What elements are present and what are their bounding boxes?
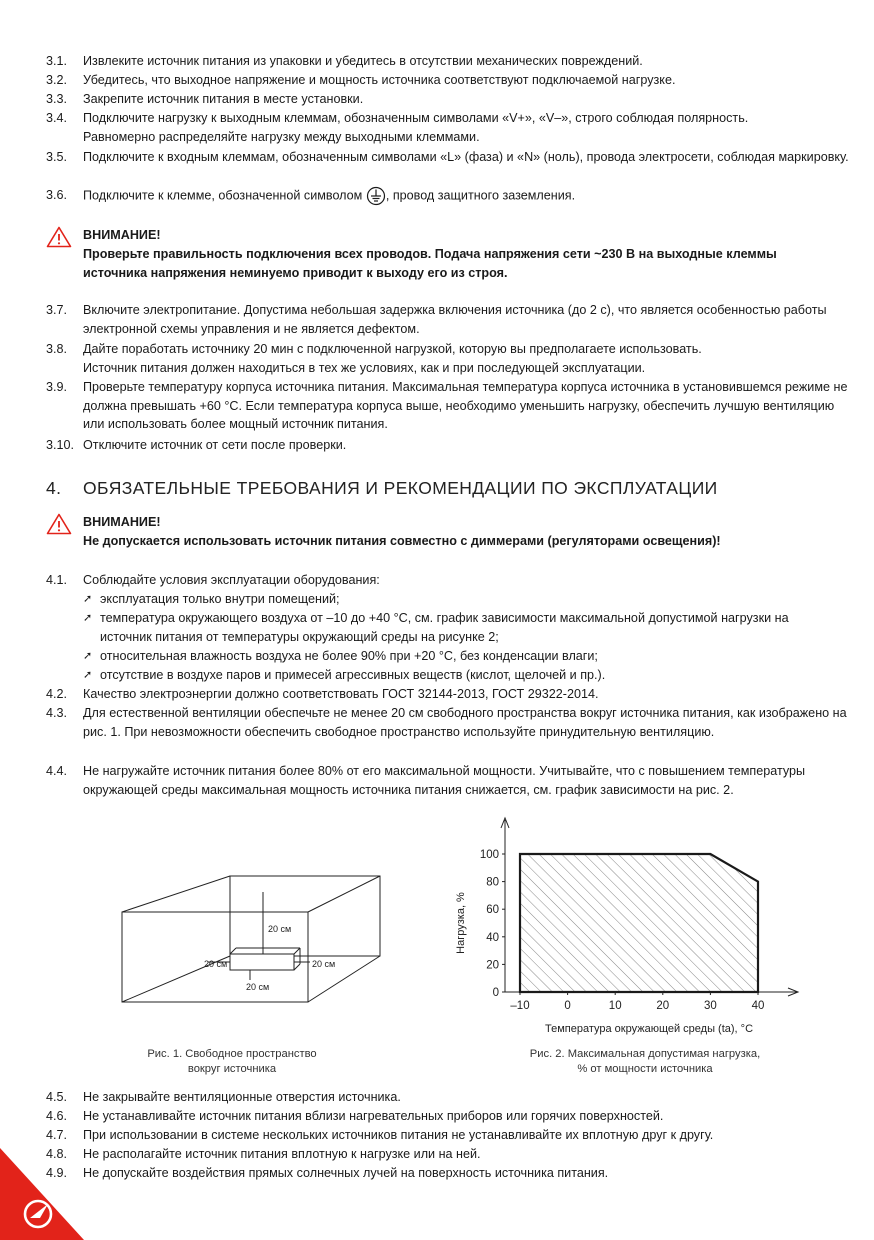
- warning-text: Проверьте правильность подключения всех проводов. Подача напряжения сети ~230 В на выходные клеммы источника напряжения неминуемо приводит к выходу его из строя.: [83, 247, 777, 280]
- x-tick-label: 40: [751, 1000, 765, 1012]
- arrow-bullet-icon: ➚: [83, 650, 93, 662]
- step-text: Соблюдайте условия эксплуатации оборудования:: [83, 573, 380, 587]
- chart-area-series: [520, 854, 758, 992]
- step-text: Не устанавливайте источник питания вблизи нагревательных приборов или горячих поверхностей.: [83, 1109, 664, 1123]
- step-text-after: , провод защитного заземления.: [385, 188, 576, 203]
- figure-1-caption: [112, 1047, 352, 1077]
- step-number: 3.9.: [46, 380, 68, 394]
- x-tick-label: 30: [704, 1000, 717, 1012]
- brand-corner: [0, 1148, 84, 1240]
- x-tick-label: 0: [564, 1000, 571, 1012]
- step-number: 4.7.: [46, 1128, 68, 1142]
- step-text: Проверьте температуру корпуса источника питания. Максимальная температура корпуса источника в установившемся режиме не должна превышать +60 °С. Если температура корпуса выше, необходимо уменьшить нагрузку, обеспечить лучшую вентиляцию или использовать более мощный источник питания.: [83, 380, 848, 431]
- arrow-bullet-icon: ➚: [83, 612, 93, 624]
- step-text: Включите электропитание. Допустима небольшая задержка включения источника (до 2 с), что является особенностью работы электронной схемы управления и не является дефектом.: [83, 303, 827, 336]
- warning-title: ВНИМАНИЕ!: [83, 515, 161, 529]
- warning-title: ВНИМАНИЕ!: [83, 228, 161, 242]
- caption-line: Рис. 1. Свободное пространство: [147, 1048, 317, 1060]
- step-text: При использовании в системе нескольких источников питания не устанавливайте их вплотную друг к другу.: [83, 1128, 714, 1142]
- dim-label-top: 20 см: [268, 924, 292, 934]
- y-tick-label: 80: [486, 876, 499, 889]
- step-number: 4.6.: [46, 1109, 68, 1123]
- bullet-text: относительная влажность воздуха не более 90% при +20 °С, без конденсации влаги;: [100, 649, 598, 663]
- step-text: Подключите нагрузку к выходным клеммам, обозначенным символами «V+», «V–», строго соблюдая полярность. Равномерно распределяйте нагрузку между выходными клеммами.: [83, 111, 749, 144]
- step-number: 3.6.: [46, 188, 68, 202]
- step-text: Подключите к входным клеммам, обозначенным символами «L» (фаза) и «N» (ноль), провода электросети, соблюдая маркировку.: [83, 150, 849, 164]
- load-derating-chart: [440, 812, 820, 1040]
- bullet-text: эксплуатация только внутри помещений;: [100, 592, 340, 606]
- step-text: Не располагайте источник питания вплотную к нагрузке или на ней.: [83, 1147, 481, 1161]
- step-number: 3.3.: [46, 92, 68, 106]
- arrow-bullet-icon: ➚: [83, 669, 93, 681]
- x-tick-label: –10: [510, 1000, 530, 1012]
- y-tick-label: 0: [492, 987, 499, 999]
- step-text: Для естественной вентиляции обеспечьте не менее 20 см свободного пространства вокруг источника питания, как изображено на рис. 1. При невозможности обеспечить свободное пространство используйте принудительную вентиляцию.: [83, 706, 847, 739]
- figure-1-diagram: [110, 870, 400, 1010]
- step-text: Закрепите источник питания в месте установки.: [83, 92, 364, 106]
- y-axis-label: Нагрузка, %: [455, 892, 467, 954]
- step-text-before: Подключите к клемме, обозначенной символом: [83, 188, 363, 203]
- x-tick-label: 10: [608, 1000, 622, 1012]
- step-text: Не нагружайте источник питания более 80% от его максимальной мощности. Учитывайте, что с повышением температуры окружающей среды максимальная мощность источника питания снижается, см. график зависимости на рис. 2.: [83, 764, 806, 797]
- bullet-text: отсутствие в воздухе паров и примесей агрессивных веществ (кислот, щелочей и пр.).: [100, 668, 606, 682]
- x-tick-label: 20: [656, 1000, 670, 1012]
- caption-line: Рис. 2. Максимальная допустимая нагрузка,: [529, 1048, 761, 1060]
- step-number: 3.5.: [46, 150, 68, 164]
- y-tick-label: 40: [486, 931, 499, 944]
- step-number: 3.1.: [46, 54, 68, 68]
- figure-2-caption: [505, 1047, 785, 1077]
- step-number: 3.7.: [46, 303, 68, 317]
- step-text: Отключите источник от сети после проверки.: [83, 438, 347, 452]
- step-number: 4.3.: [46, 706, 68, 720]
- step-text: Не закрывайте вентиляционные отверстия источника.: [83, 1090, 401, 1104]
- y-tick-label: 20: [486, 959, 499, 972]
- section-title: ОБЯЗАТЕЛЬНЫЕ ТРЕБОВАНИЯ И РЕКОМЕНДАЦИИ ПО ЭКСПЛУАТАЦИИ: [83, 478, 718, 498]
- step-text: Дайте поработать источнику 20 мин с подключенной нагрузкой, которую вы предполагаете использовать. Источник питания должен находиться в тех же условиях, как и при последующей эксплуатации.: [83, 342, 702, 375]
- y-tick-label: 60: [486, 904, 499, 917]
- ground-icon: [366, 186, 386, 206]
- step-text: Не допускайте воздействия прямых солнечных лучей на поверхность источника питания.: [83, 1166, 609, 1180]
- y-tick-labels: [480, 849, 505, 999]
- step-number: 4.5.: [46, 1090, 68, 1104]
- step-number: 4.1.: [46, 573, 68, 587]
- step-number: 3.8.: [46, 342, 68, 356]
- bullet-text: температура окружающего воздуха от –10 до +40 °С, см. график зависимости максимальной допустимой нагрузки на источник питания от температуры окружающий среды на рисунке 2;: [100, 611, 789, 644]
- caption-line: вокруг источника: [187, 1063, 277, 1075]
- x-tick-labels: [510, 992, 764, 1012]
- step-text: [83, 186, 853, 206]
- step-text: Извлеките источник питания из упаковки и убедитесь в отсутствии механических повреждений.: [83, 54, 643, 68]
- section-number: 4.: [46, 478, 62, 498]
- step-text: Убедитесь, что выходное напряжение и мощность источника соответствуют подключаемой нагрузке.: [83, 73, 676, 87]
- dim-label-left: 20 см: [204, 959, 228, 969]
- step-number: 4.2.: [46, 687, 68, 701]
- y-tick-label: 100: [479, 849, 499, 861]
- step-text: Качество электроэнергии должно соответствовать ГОСТ 32144-2013, ГОСТ 29322-2014.: [83, 687, 599, 701]
- step-number: 3.2.: [46, 73, 68, 87]
- x-axis-label: Температура окружающей среды (ta), °С: [544, 1023, 754, 1035]
- arrow-bullet-icon: ➚: [83, 593, 93, 605]
- step-number: 4.4.: [46, 764, 68, 778]
- dim-label-front: 20 см: [246, 982, 270, 992]
- warning-triangle-icon: [46, 226, 72, 248]
- step-number: 4.8.: [46, 1147, 68, 1161]
- warning-triangle-icon: [46, 513, 72, 535]
- step-number: 3.4.: [46, 111, 68, 125]
- step-number: 4.9.: [46, 1166, 68, 1180]
- caption-line: % от мощности источника: [577, 1063, 713, 1075]
- warning-text: Не допускается использовать источник питания совместно с диммерами (регуляторами освещения)!: [83, 534, 721, 548]
- step-number: 3.10.: [46, 438, 75, 452]
- dim-label-right: 20 см: [312, 959, 336, 969]
